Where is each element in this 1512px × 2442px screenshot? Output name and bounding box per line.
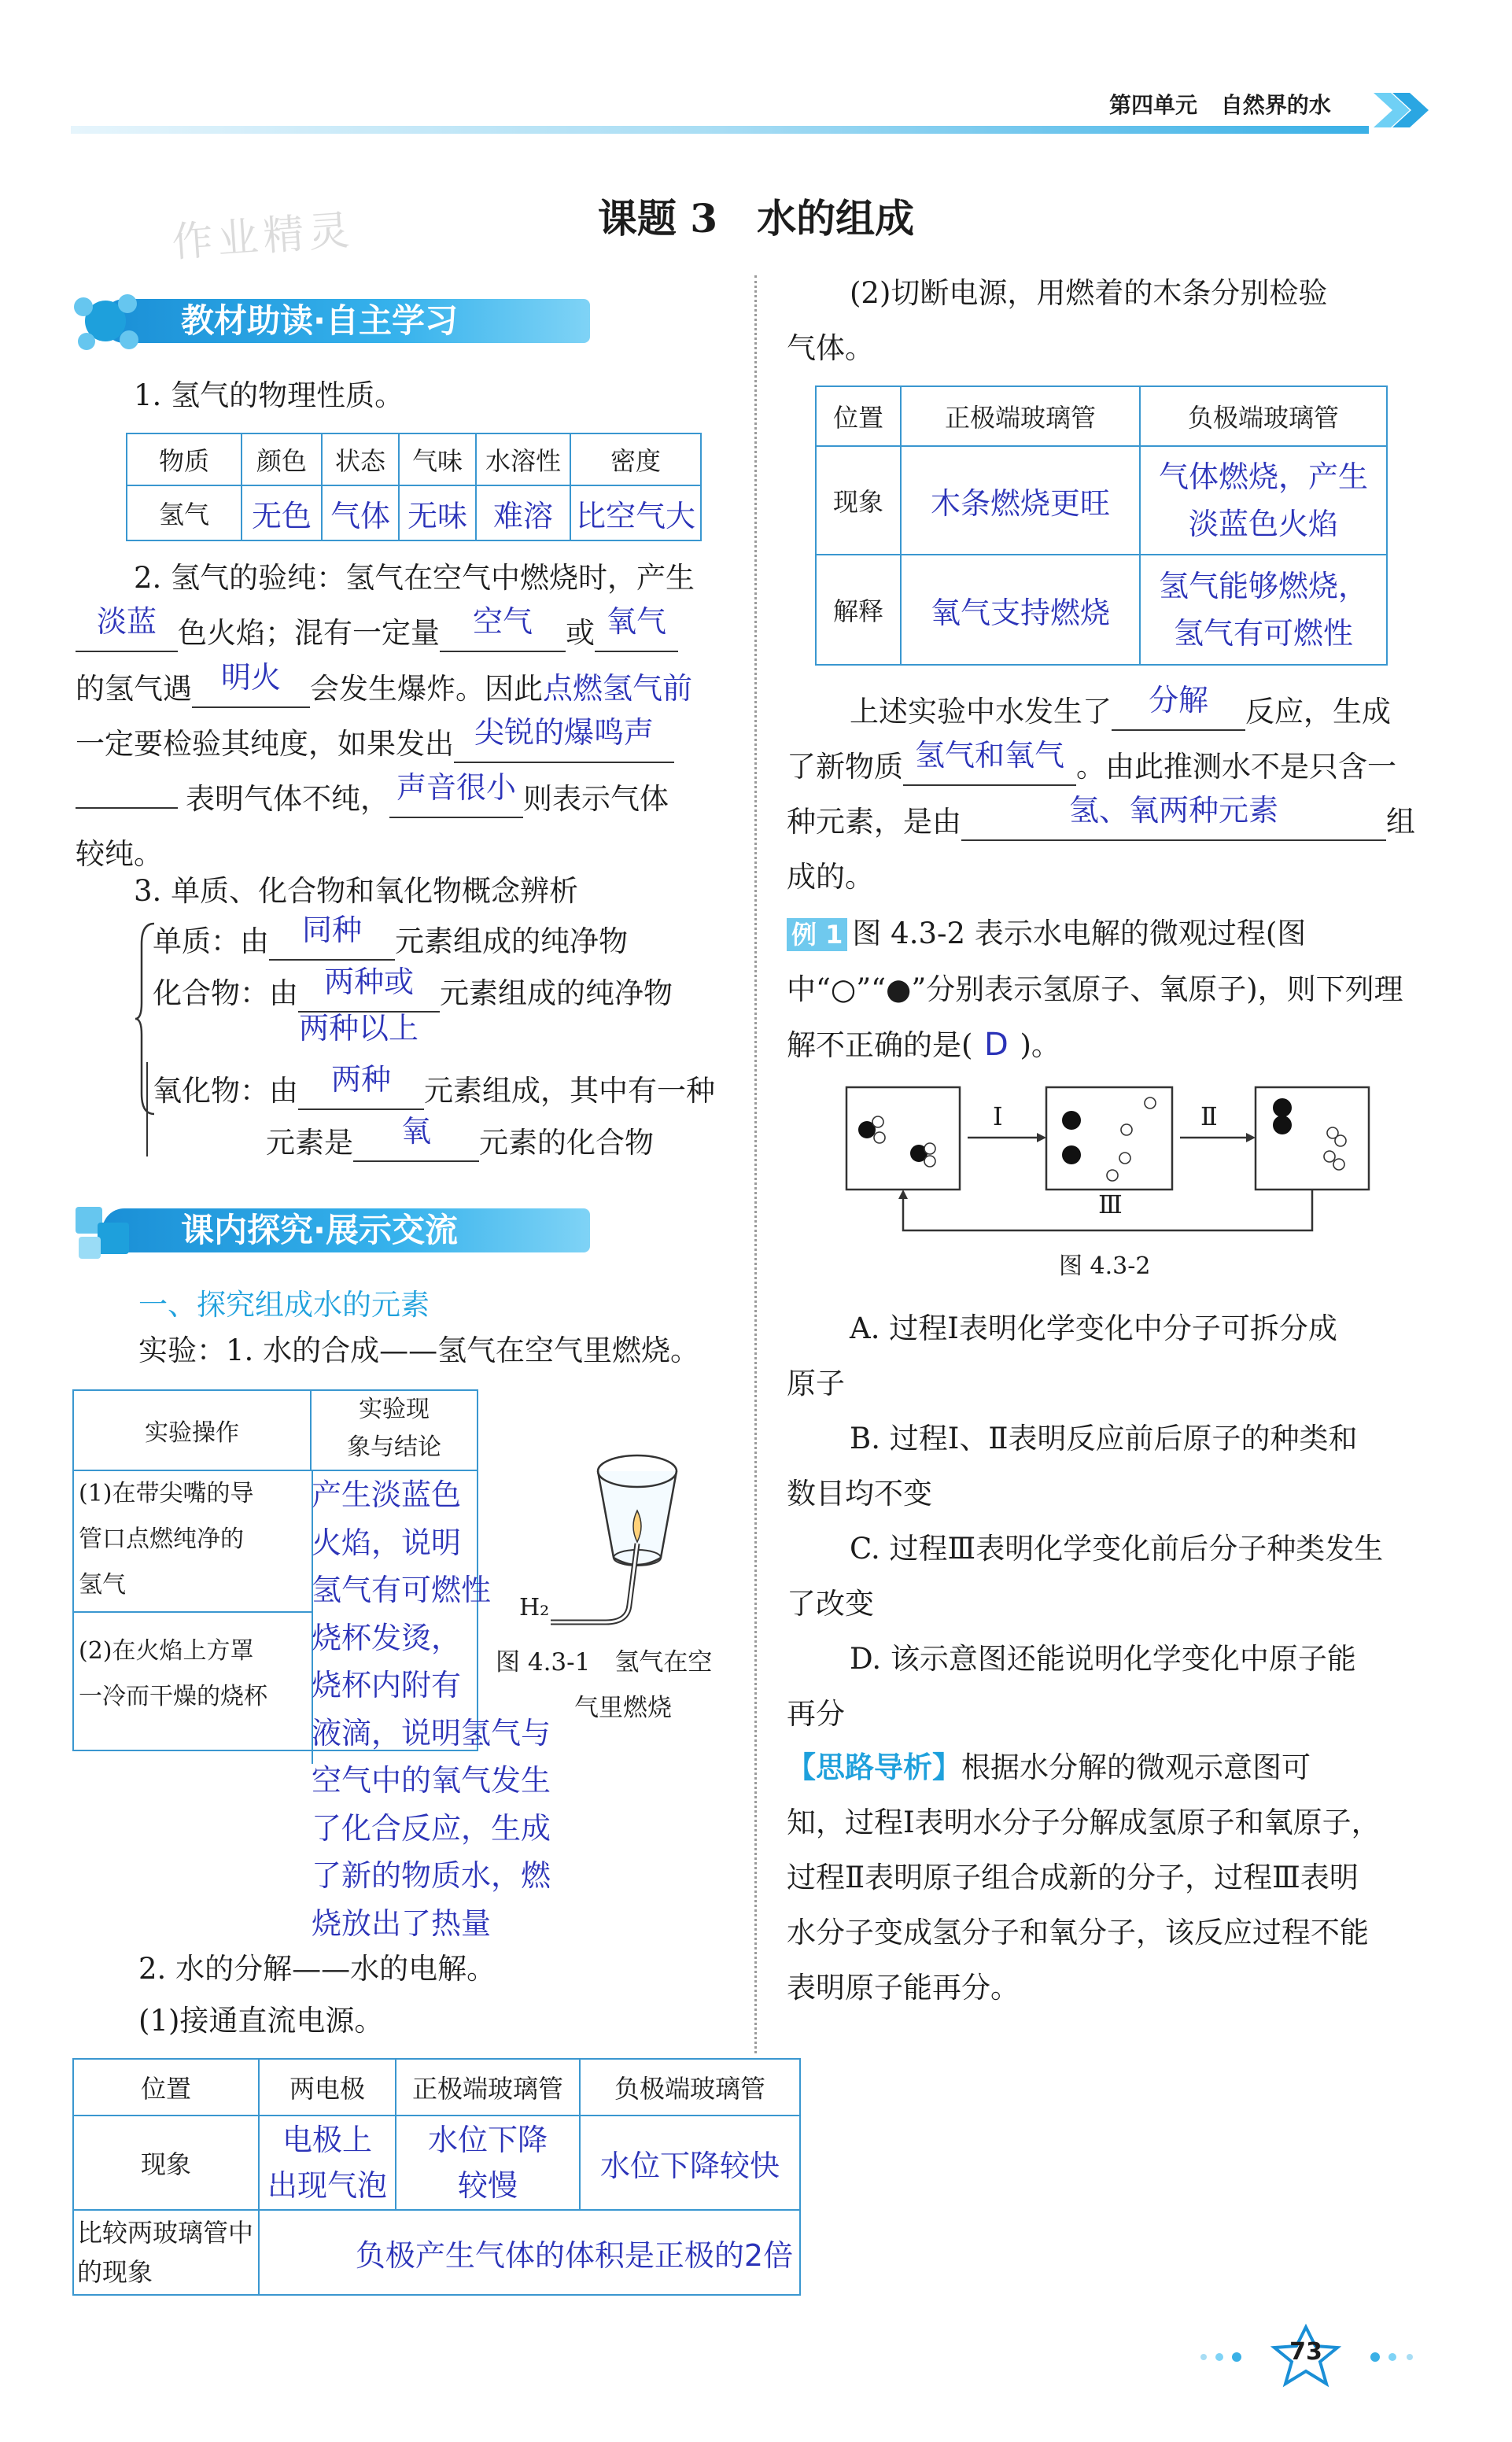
answer-inline: 点燃氢气前 xyxy=(543,671,693,706)
analysis-text: 过程Ⅱ表明原子组合成新的分子，过程Ⅲ表明 xyxy=(787,1861,1359,1894)
figure1-gas-label: H₂ xyxy=(519,1594,550,1621)
gas-test-table xyxy=(815,385,1388,666)
watermark: 作业精灵 xyxy=(170,206,356,267)
t4-header: 负极端玻璃管 xyxy=(1140,386,1387,446)
analysis xyxy=(787,1740,1440,2016)
header-unit-number: 第四单元 xyxy=(1109,92,1198,118)
figure1-caption-line: 图 4.3-1 氢气在空 xyxy=(496,1648,713,1677)
column-divider xyxy=(754,275,757,2053)
q3-text: 元素组成，其中有一种 xyxy=(424,1074,715,1108)
answer-blank: 尖锐的爆鸣声 xyxy=(474,715,654,750)
options xyxy=(787,1301,1440,1742)
t3-electrode-answer xyxy=(259,2116,396,2210)
cubes-icon xyxy=(71,1199,142,1265)
t4-answer-line: 淡蓝色火焰 xyxy=(1188,507,1338,541)
q3-title: 3. 单质、化合物和氧化物概念辨析 xyxy=(134,874,579,908)
t3-row2-label xyxy=(73,2210,259,2295)
t1-answer: 无色 xyxy=(242,485,322,540)
q3-text: 元素组成的纯净物 xyxy=(440,976,673,1010)
summary-text: 组 xyxy=(1386,805,1415,839)
t2-row2-text: (2)在火焰上方罩 xyxy=(79,1637,254,1665)
t4-header: 正极端玻璃管 xyxy=(901,386,1140,446)
t2-answer-line: 了新的物质水，燃 xyxy=(312,1858,551,1893)
t4-answer-line: 气体燃烧，产生 xyxy=(1158,459,1368,494)
t2-row1-text: (1)在带尖嘴的导 xyxy=(79,1480,254,1507)
subsection-title: 一、探究组成水的元素 xyxy=(138,1288,430,1322)
t2-row1-text: 管口点燃纯净的 xyxy=(79,1525,244,1553)
t2-answer-line: 液滴，说明氢气与 xyxy=(312,1715,551,1750)
header-unit xyxy=(1109,88,1331,120)
decomposition-title: 2. 水的分解——水的电解。 xyxy=(138,1952,496,1986)
answer-blank: 空气 xyxy=(472,604,533,639)
option-b: B. 过程Ⅰ、Ⅱ表明反应前后原子的种类和 xyxy=(850,1422,1358,1455)
analysis-text: 知，过程Ⅰ表明水分子分解成氢原子和氧原子， xyxy=(787,1806,1381,1839)
section-banner-self-study xyxy=(71,299,527,343)
answer-blank: 声音很小 xyxy=(396,770,516,805)
t1-answer: 难溶 xyxy=(476,485,570,540)
q2-text: 则表示气体 xyxy=(523,782,669,816)
q3-text: 化合物：由 xyxy=(153,976,298,1010)
header-unit-title: 自然界的水 xyxy=(1220,92,1331,118)
option-b-cont: 数目均不变 xyxy=(787,1477,932,1511)
oxide-bracket xyxy=(146,1062,148,1156)
answer-blank: 氢气和氧气 xyxy=(914,738,1064,773)
option-c-cont: 了改变 xyxy=(787,1587,874,1621)
summary-text: 成的。 xyxy=(787,860,874,894)
t2-answer-line: 烧杯内附有 xyxy=(312,1668,462,1702)
q2-text: 一定要检验其纯度，如果发出 xyxy=(76,727,454,761)
summary-text: 。由此推测水不是只含一 xyxy=(1076,750,1396,784)
t3-answer-line: 水位下降 xyxy=(428,2123,548,2157)
analysis-text: 根据水分解的微观示意图可 xyxy=(961,1750,1311,1784)
t2-answer-line: 氢气有可燃性 xyxy=(312,1573,492,1607)
figure1-caption xyxy=(496,1640,712,1731)
example-text: 解不正确的是( xyxy=(787,1028,973,1062)
t4-row-label: 现象 xyxy=(816,446,901,555)
t2-answer-line: 火焰，说明 xyxy=(312,1525,462,1560)
section-title-explore: 课内探究·展示交流 xyxy=(102,1208,590,1252)
t3-positive-answer xyxy=(396,2116,580,2210)
q3-oxide xyxy=(153,1064,715,1119)
q2-text: 色火焰；混有一定量 xyxy=(178,616,440,650)
example-1 xyxy=(787,906,1440,1073)
option-d: D. 该示意图还能说明化学变化中原子能 xyxy=(850,1642,1356,1676)
fig2-label-III: Ⅲ xyxy=(1098,1190,1123,1219)
t4-answer xyxy=(1140,555,1387,665)
analysis-text: 表明原子能再分。 xyxy=(787,1971,1020,2005)
t1-header: 物质 xyxy=(127,433,242,485)
q1-text: 1. 氢气的物理性质。 xyxy=(134,378,404,412)
section-title-self-study: 教材助读·自主学习 xyxy=(102,299,590,343)
analysis-text: 水分子变成氢分子和氧分子，该反应过程不能 xyxy=(787,1916,1369,1950)
t2-answer-line: 烧放出了热量 xyxy=(312,1905,492,1941)
analysis-tag: 【思路导析】 xyxy=(787,1750,961,1784)
answer-blank: 氧气 xyxy=(606,604,666,639)
t1-answer: 无味 xyxy=(399,485,476,540)
q2-text: 或 xyxy=(566,616,595,650)
q3-text: 氧化物：由 xyxy=(153,1074,298,1108)
t2-answer-line: 空气中的氧气发生 xyxy=(312,1763,551,1798)
t2-answer-line: 了化合反应，生成 xyxy=(312,1810,551,1846)
t2-answer-line: 烧杯发烫， xyxy=(312,1620,462,1655)
t3-answer-line: 电极上 xyxy=(282,2123,373,2157)
answer-blank: 氢、氧两种元素 xyxy=(1068,793,1278,828)
t4-answer-line: 氢气能够燃烧， xyxy=(1158,569,1368,603)
section-banner-explore xyxy=(71,1208,527,1252)
q2-text: 会发生爆炸。因此 xyxy=(310,672,543,706)
summary-text: 上述实验中水发生了 xyxy=(850,695,1112,729)
t3-answer-line: 出现气泡 xyxy=(267,2168,388,2203)
t1-header: 密度 xyxy=(570,433,701,485)
hydrogen-burning-figure xyxy=(519,1416,739,1644)
t4-row-label: 解释 xyxy=(816,555,901,665)
t4-answer: 木条燃烧更旺 xyxy=(901,446,1140,555)
q2-line1: 2. 氢气的验纯：氢气在空气中燃烧时，产生 xyxy=(134,561,695,595)
example-text: )。 xyxy=(1020,1028,1060,1062)
hydrogen-properties-table xyxy=(126,433,702,541)
t1-header: 颜色 xyxy=(242,433,322,485)
molecule-icon xyxy=(71,288,142,354)
t1-header: 状态 xyxy=(322,433,399,485)
t3-header: 位置 xyxy=(73,2059,259,2116)
electrolysis-table xyxy=(72,2058,801,2296)
answer-blank: 氧 xyxy=(400,1114,431,1149)
option-c: C. 过程Ⅲ表明化学变化前后分子种类发生 xyxy=(850,1532,1384,1566)
q2-text: 表明气体不纯， xyxy=(186,782,389,816)
answer-blank: 明火 xyxy=(220,660,281,695)
example-answer: D xyxy=(984,1027,1009,1063)
t4-header: 位置 xyxy=(816,386,901,446)
option-a-cont: 原子 xyxy=(787,1367,845,1400)
fig2-label-I: Ⅰ xyxy=(993,1101,1003,1131)
t2-header-result: 象与结论 xyxy=(347,1433,441,1461)
t3-row2-label-line: 比较两玻璃管中 xyxy=(77,2218,254,2248)
option-d-cont: 再分 xyxy=(787,1697,845,1731)
figure1-caption-line: 气里燃烧 xyxy=(574,1694,672,1722)
answer-blank: 分解 xyxy=(1148,683,1208,717)
q3-text: 元素组成的纯净物 xyxy=(395,924,628,958)
t1-header: 水溶性 xyxy=(476,433,570,485)
right-summary xyxy=(787,684,1440,905)
example-tag: 例 1 xyxy=(787,918,847,951)
t2-row1-text: 氢气 xyxy=(79,1571,126,1599)
answer-blank: 两种 xyxy=(330,1062,391,1097)
t3-header: 两电极 xyxy=(259,2059,396,2116)
t1-header: 气味 xyxy=(399,433,476,485)
t1-answer: 比空气大 xyxy=(570,485,701,540)
t3-header: 负极端玻璃管 xyxy=(580,2059,800,2116)
q3-text: 元素的化合物 xyxy=(479,1126,654,1160)
t4-answer: 氧气支持燃烧 xyxy=(901,555,1140,665)
lesson-title: 课题 3 水的组成 xyxy=(597,195,915,242)
summary-text: 了新物质 xyxy=(787,750,903,784)
q3-text: 元素是 xyxy=(266,1126,353,1160)
experiment-1: 实验：1. 水的合成——氢气在空气里燃烧。 xyxy=(138,1334,700,1367)
header-chevron-icon xyxy=(1374,88,1436,132)
fig2-label-II: Ⅱ xyxy=(1200,1101,1218,1131)
q2-paragraph xyxy=(76,551,728,882)
t3-answer-line: 较慢 xyxy=(458,2168,518,2203)
t4-answer-line: 氢气有可燃性 xyxy=(1173,616,1353,651)
t1-row-label: 氢气 xyxy=(127,485,242,540)
q3-simple-substance xyxy=(153,914,628,969)
t2-header-operation: 实验操作 xyxy=(145,1419,239,1447)
example-text: 中“○”“●”分别表示氢原子、氧原子)，则下列理 xyxy=(787,972,1403,1006)
t2-answer-line: 产生淡蓝色 xyxy=(312,1477,462,1512)
t4-answer xyxy=(1140,446,1387,555)
t3-compare-answer: 负极产生气体的体积是正极的2倍 xyxy=(259,2210,800,2295)
option-a: A. 过程Ⅰ表明化学变化中分子可拆分成 xyxy=(850,1311,1337,1345)
right-p1-line: (2)切断电源，用燃着的木条分别检验 xyxy=(850,276,1328,310)
power-on: (1)接通直流电源。 xyxy=(138,2004,384,2038)
t2-row2-text: 一冷而干燥的烧杯 xyxy=(79,1683,267,1710)
header-rule xyxy=(71,126,1369,134)
fig2-caption: 图 4.3-2 xyxy=(1059,1252,1151,1280)
right-p1-line: 气体。 xyxy=(787,331,874,365)
example-text: 图 4.3-2 表示水电解的微观过程(图 xyxy=(852,917,1307,950)
summary-text: 种元素，是由 xyxy=(787,805,961,839)
answer-blank: 同种 xyxy=(301,913,362,947)
t2-header-result: 实验现 xyxy=(359,1396,430,1423)
q2-text: 较纯。 xyxy=(76,837,163,871)
t3-header: 正极端玻璃管 xyxy=(396,2059,580,2116)
t3-negative-answer: 水位下降较快 xyxy=(580,2116,800,2210)
t3-row-label: 现象 xyxy=(73,2116,259,2210)
q3-text: 单质：由 xyxy=(153,924,269,958)
t1-answer: 气体 xyxy=(322,485,399,540)
t3-row2-label-line: 的现象 xyxy=(77,2257,153,2287)
answer-blank: 淡蓝 xyxy=(96,604,157,639)
right-p1 xyxy=(787,266,1327,376)
answer-blank: 两种或 xyxy=(323,965,414,999)
q3-oxide-cont xyxy=(266,1116,654,1171)
q3-compound-answer2: 两种以上 xyxy=(299,1011,419,1046)
q2-text: 的氢气遇 xyxy=(76,672,192,706)
page-number: 73 xyxy=(1289,2338,1322,2366)
summary-text: 反应，生成 xyxy=(1245,695,1391,729)
